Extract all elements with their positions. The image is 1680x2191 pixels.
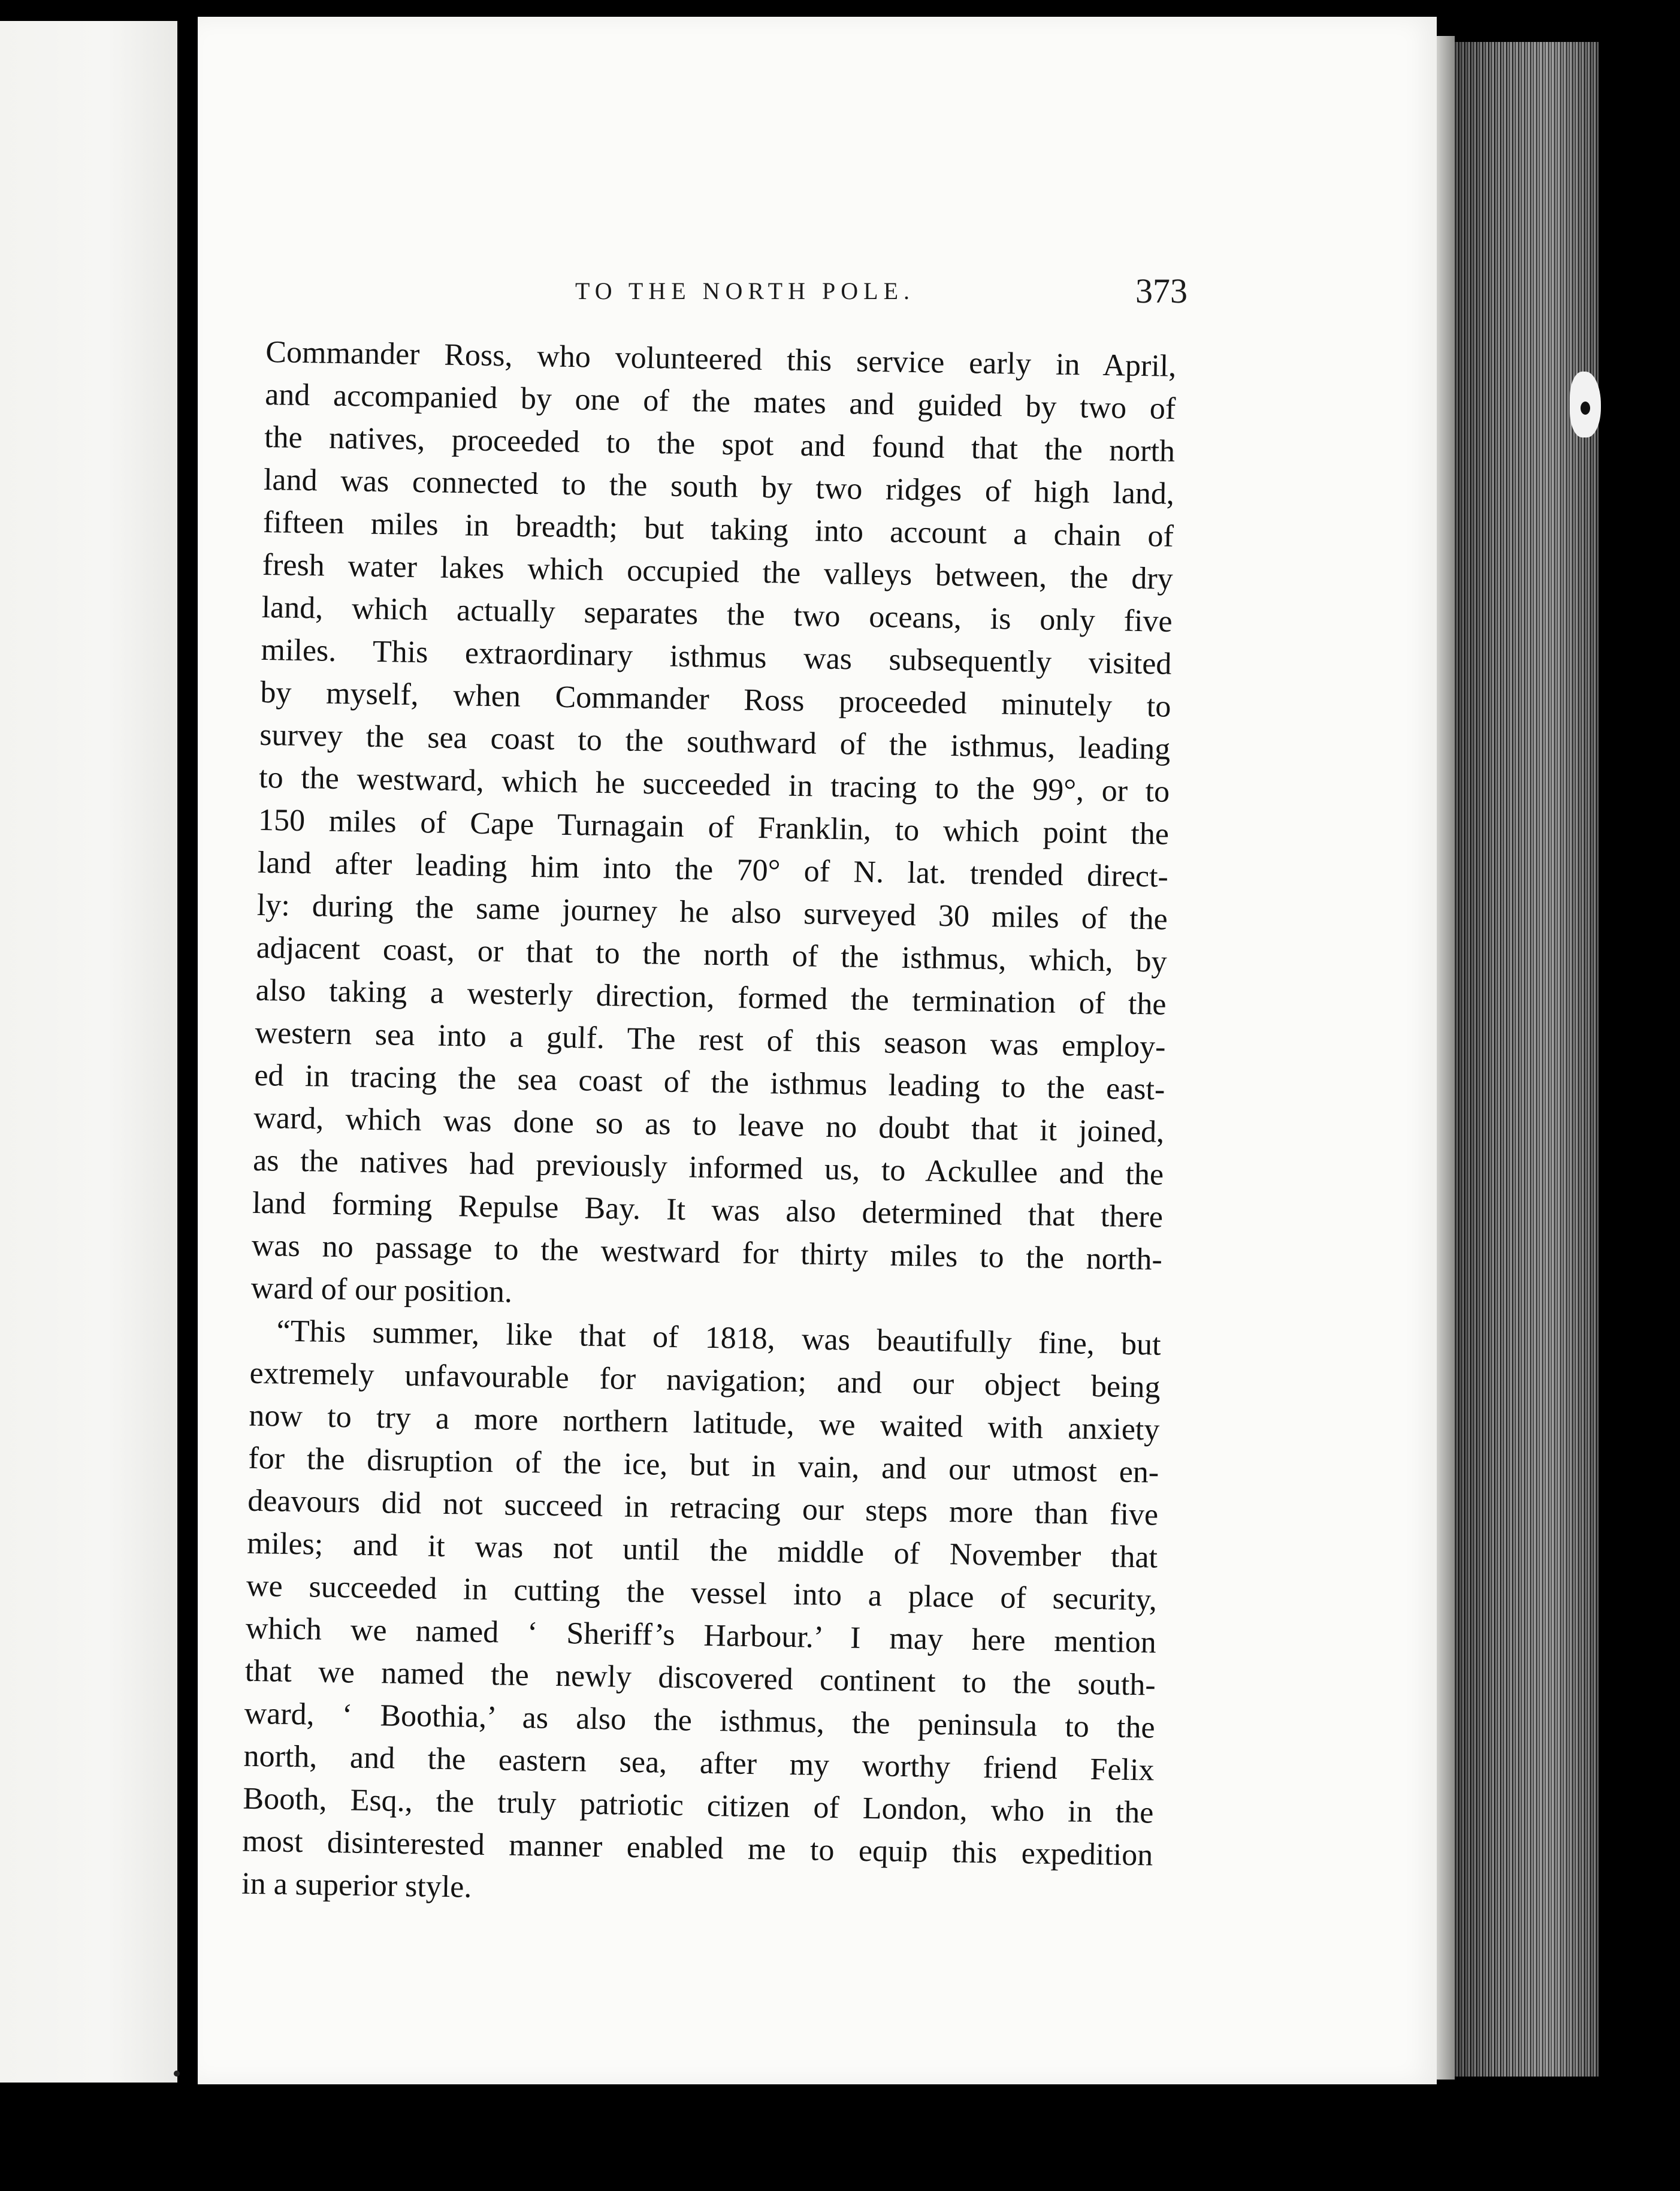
text-line: by myself, when Commander Ross proceeded minutely to <box>260 675 1171 724</box>
text-line: as the natives had previously informed us, to Ackullee and the <box>252 1143 1164 1192</box>
text-line: north, and the eastern sea, after my worthy friend Felix <box>243 1739 1155 1788</box>
text-line: land, which actually separates the two oceans, is only five <box>261 590 1173 639</box>
text-line: extremely unfavourable for navigation; and our object being <box>249 1356 1161 1405</box>
text-line: for the disruption of the ice, but in vain, and our utmost en- <box>247 1441 1159 1490</box>
text-line: ed in tracing the sea coast of the isthmus leading to the east- <box>254 1058 1165 1107</box>
text-line: to the westward, which he succeeded in tracing to the 99°, or to <box>258 760 1170 809</box>
text-line: land was connected to the south by two ridges of high land, <box>263 462 1175 511</box>
text-line: now to try a more northern latitude, we waited with anxiety <box>249 1398 1160 1447</box>
text-line: miles. This extraordinary isthmus was subsequently visited <box>261 632 1172 681</box>
paragraph <box>250 331 1176 1324</box>
text-line: deavours did not succeed in retracing our steps more than five <box>247 1483 1159 1532</box>
text-line: also taking a westerly direction, formed the termination of the <box>255 973 1167 1022</box>
text-line: adjacent coast, or that to the north of the isthmus, which, by <box>256 930 1168 979</box>
text-line: we succeeded in cutting the vessel into a place of security, <box>246 1568 1158 1617</box>
text-line: Booth, Esq., the truly patriotic citizen of London, who in the <box>243 1781 1154 1830</box>
page-edges-stack <box>1437 42 1599 2077</box>
text-line: ward, ‘ Boothia,’ as also the isthmus, the peninsula to the <box>244 1696 1156 1745</box>
paragraph <box>241 1309 1161 1920</box>
text-line: “This summer, like that of 1818, was beautifully fine, but <box>276 1314 1162 1362</box>
facing-page-left <box>0 21 177 2083</box>
text-line: western sea into a gulf. The rest of this season was employ- <box>255 1015 1166 1064</box>
text-line: in a superior style. <box>241 1866 472 1905</box>
paper-clip-mark <box>1570 372 1601 437</box>
text-line: which we named ‘ Sheriff’s Harbour.’ I may here mention <box>245 1611 1157 1660</box>
text-line: Commander Ross, who volunteered this service early in April, <box>265 334 1177 384</box>
text-line: ly: during the same journey he also surveyed 30 miles of the <box>256 888 1168 937</box>
ink-speck <box>174 2071 180 2077</box>
page-number: 373 <box>1135 271 1188 310</box>
text-line: fifteen miles in breadth; but taking into account a chain of <box>262 505 1174 554</box>
text-line: and accompanied by one of the mates and guided by two of <box>264 377 1176 426</box>
running-head: TO THE NORTH POLE. <box>575 277 915 304</box>
text-line: land forming Repulse Bay. It was also determined that there <box>252 1185 1164 1235</box>
text-line: 150 miles of Cape Turnagain of Franklin, to which point the <box>258 802 1170 852</box>
text-line: most disinterested manner enabled me to equip this expedition <box>241 1824 1153 1873</box>
text-line: miles; and it was not until the middle of November that <box>246 1526 1158 1575</box>
page-edge-highlight <box>1437 36 1455 2080</box>
text-line: ward of our position. <box>250 1270 513 1309</box>
text-line: survey the sea coast to the southward of the isthmus, leading <box>259 717 1171 766</box>
text-line: the natives, proceeded to the spot and found that the north <box>264 420 1176 469</box>
text-line: land after leading him into the 70° of N. lat. trended direct- <box>257 845 1169 894</box>
text-line: that we named the newly discovered continent to the south- <box>244 1653 1156 1703</box>
text-line: fresh water lakes which occupied the valleys between, the dry <box>262 547 1174 596</box>
text-line: was no passage to the westward for thirty miles to the north- <box>251 1228 1163 1277</box>
text-line: ward, which was done so as to leave no doubt that it joined, <box>253 1100 1165 1149</box>
page-edges-shade <box>1437 42 1599 2077</box>
body-text <box>241 331 1177 1920</box>
